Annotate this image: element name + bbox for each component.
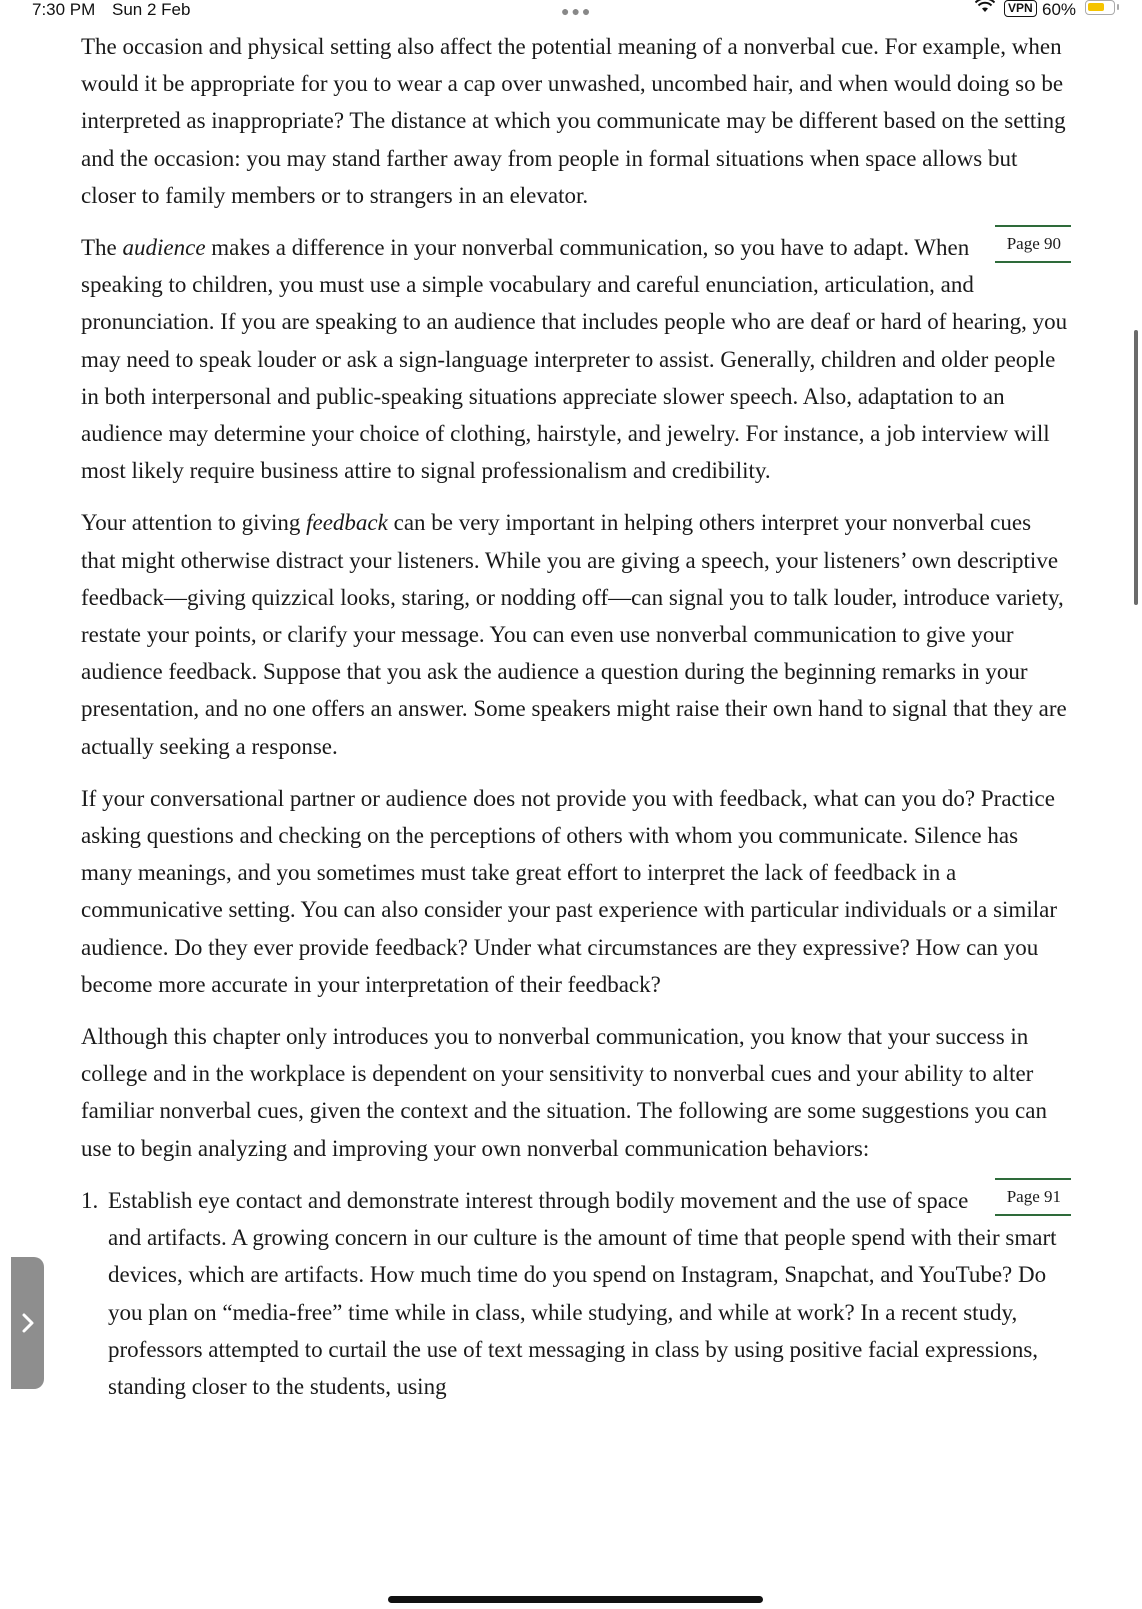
emphasis-audience: audience — [122, 235, 206, 261]
paragraph-no-feedback: If your conversational partner or audience does not provide you with feedback, what can you do? Practice asking questions and checking on the perceptions of others with whom you communicate. Silence has many meanings, and you sometimes must take great effort to interpret the lack of feedback in a communicative setting. You can also consider your past experience with particular individuals or a similar audience. Do they ever provide feedback? Under what circumstances are they expressive? How can you become more accurate in your interpretation of their feedback? — [81, 785, 1057, 997]
status-bar — [0, 0, 1142, 24]
scrollbar[interactable] — [1134, 330, 1138, 605]
side-panel-toggle[interactable] — [11, 1257, 44, 1389]
paragraph-audience — [81, 229, 1071, 489]
page-marker-91: Page 91 — [995, 1178, 1071, 1216]
reader-content — [81, 28, 1071, 1405]
page-marker-90: Page 90 — [995, 225, 1071, 263]
paragraph-occasion: The occasion and physical setting also affect the potential meaning of a nonverbal cue. For example, when would it be appropriate for you to wear a cap over unwashed, uncombed hair, and when would doing so be interpreted as inappropriate? The distance at which you communicate may be different based on the setting and the occasion: you may stand farther away from people in formal situations when space allows but closer to family members or to strangers in an elevator. — [81, 34, 1066, 208]
vpn-badge: VPN — [1004, 0, 1037, 17]
battery-percent: 60% — [1042, 0, 1077, 19]
battery-nub — [1117, 4, 1119, 10]
multitasking-dots-icon[interactable]: ●●● — [561, 3, 593, 19]
paragraph-text: The — [81, 235, 123, 261]
list-item-text: Establish eye contact and demonstrate interest through bodily movement and the use of space and artifacts. A growing concern in our culture is the amount of time that people spend with their smart devices, which are artifacts. How much time do you spend on Instagram, Snapchat, and YouTube? Do you plan on “media-free” time while in class, while studying, and while at work? In a recent study, professors attempted to curtail the use of text messaging in class by using positive facial expressions, standing closer to the students, using — [108, 1187, 1057, 1399]
status-date: Sun 2 Feb — [112, 0, 191, 19]
paragraph-text: can be very important in helping others interpret your nonverbal cues that might otherwise distract your listeners. While you are giving a speech, your listeners’ own descriptive feedback—giving quizzical looks, staring, or nodding off—can signal you to talk louder, introduce variety, restate your points, or clarify your message. You can even use nonverbal communication to give your audience feedback. Suppose that you ask the audience a question during the beginning remarks in your presentation, and no one offers an answer. Some speakers might raise their own hand to signal that they are actually seeking a response. — [81, 510, 1067, 759]
paragraph-text: makes a difference in your nonverbal communication, so you have to adapt. When speaking to children, you must use a simple vocabulary and careful enunciation, articulation, and pronunciation. If you are speaking to an audience that includes people who are deaf or hard of hearing, you may need to speak louder or ask a sign-language interpreter to assist. Generally, children and older people in both interpersonal and public-speaking situations appreciate slower speech. Also, adaptation to an audience may determine your choice of clothing, hairstyle, and jewelry. For instance, a job interview will most likely require business attire to signal professionalism and credibility. — [81, 235, 1068, 484]
paragraph-text: Your attention to giving — [81, 510, 307, 536]
emphasis-feedback: feedback — [306, 510, 388, 536]
home-indicator[interactable] — [388, 1596, 763, 1603]
paragraph-suggestions: Although this chapter only introduces you to nonverbal communication, you know that your success in college and in the workplace is dependent on your sensitivity to nonverbal cues and your ability to alter familiar nonverbal cues, given the context and the situation. The following are some suggestions you can use to begin analyzing and improving your own nonverbal communication behaviors: — [81, 1024, 1047, 1161]
chevron-right-icon — [21, 1312, 35, 1334]
list-number: 1. — [81, 1187, 99, 1213]
status-time: 7:30 PM — [32, 0, 96, 19]
wifi-icon — [975, 0, 995, 14]
list-item — [81, 1182, 1071, 1405]
paragraph-feedback — [81, 504, 1071, 764]
battery-icon — [1085, 0, 1115, 15]
